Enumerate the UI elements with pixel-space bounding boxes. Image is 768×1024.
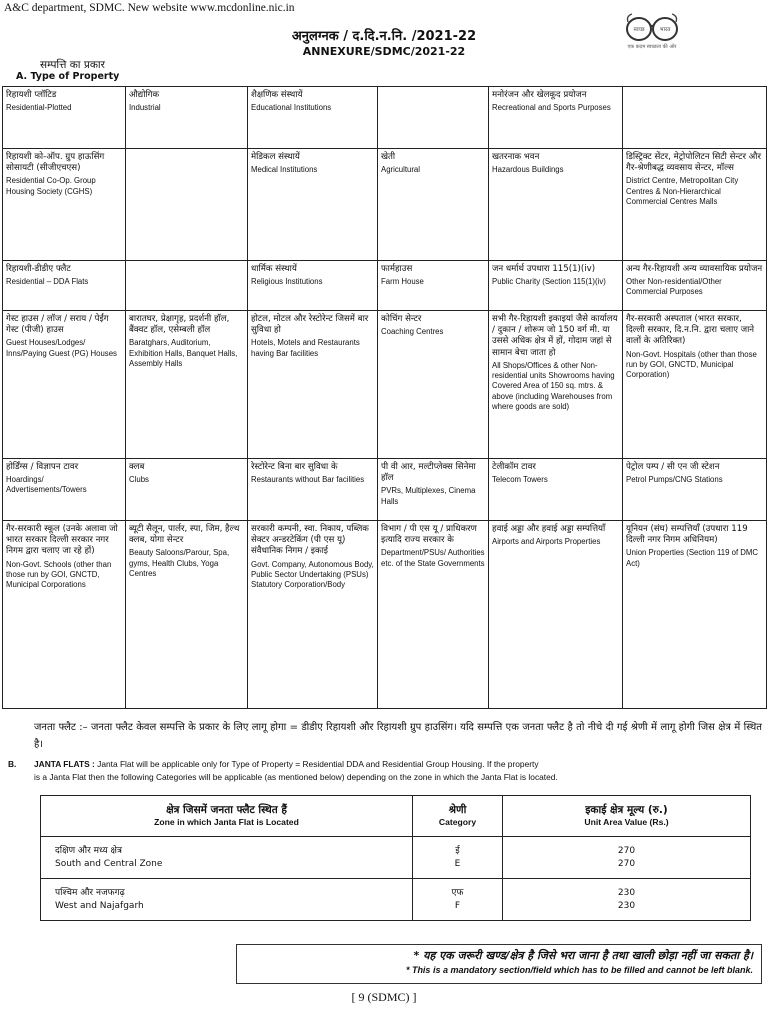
unit-value-column-header — [503, 796, 751, 837]
property-type-cell — [248, 149, 378, 261]
property-type-hindi: कोचिंग सेन्टर — [381, 314, 422, 324]
property-type-table — [2, 86, 767, 709]
zone-column-header — [41, 796, 413, 837]
property-type-english: Department/PSUs/ Authorities etc. of the State Governments — [381, 548, 485, 568]
property-type-hindi: अन्य गैर-रिहायशी अन्य व्यावसायिक प्रयोजन — [626, 264, 763, 274]
property-type-english: Farm House — [381, 277, 424, 287]
property-type-hindi: रिहायशी प्लॉटिड — [6, 90, 57, 100]
property-type-cell — [126, 261, 248, 311]
property-type-hindi: औद्योगिक — [129, 90, 160, 100]
category-english: F — [454, 900, 461, 911]
janta-flats-text-line1: Janta Flat will be applicable only for Type of Property = Residential DDA and Residential Group Housing. If the property — [97, 759, 539, 769]
property-type-english: Non-Govt. Schools (other than those run by GOI, GNCTD, Municipal Corporations — [6, 559, 112, 590]
property-type-english: Beauty Saloons/Parour, Spa, gyms, Health Clubs, Yoga Centres — [129, 548, 230, 578]
janta-flat-note-hindi: जनता फ्लैट :– जनता फ्लैट केवल सम्पत्ति के प्रकार के लिए लागू होगा = डीडीए रिहायशी और रिहायशी ग्रुप हाउसिंग। यदि सम्पत्ति एक जनता फ्लैट है तो नीचे दी गई श्रेणी में लागू होगी जिस क्षेत्र में स्थित है। — [34, 722, 762, 750]
property-type-cell — [126, 87, 248, 149]
property-type-hindi: टेलीकॉम टावर — [492, 462, 536, 472]
property-type-cell — [3, 311, 126, 459]
property-type-hindi: गैर-सरकारी अस्पताल (भारत सरकार, दिल्ली सरकार, दि.न.नि. द्वारा चलाए जाने वालों के अतिरिक्त) — [626, 314, 755, 347]
unit-value-line2: 270 — [617, 858, 636, 869]
property-type-hindi: गेस्ट हाउस / लॉज / सराय / पेईंग गेस्ट (पीजी) हाउस — [6, 314, 109, 336]
property-type-hindi: ब्यूटी सैलून, पार्लर, स्पा, जिम, हैल्थ क्लब, योगा सेन्टर — [129, 524, 240, 546]
property-type-cell — [623, 87, 767, 149]
unit-value-header-hindi: इकाई क्षेत्र मूल्य (रु.) — [585, 804, 668, 817]
property-type-english: Restaurants without Bar facilities — [251, 475, 365, 485]
category-column-header — [413, 796, 503, 837]
unit-value-header-english: Unit Area Value (Rs.) — [584, 817, 669, 828]
property-type-hindi: पेट्रोल पम्प / सी एन जी स्टेशन — [626, 462, 720, 472]
property-type-english: Hazardous Buildings — [492, 165, 564, 175]
zone-name-hindi: पश्चिम और नजफगढ़ — [55, 888, 125, 899]
zone-header-hindi: क्षेत्र जिसमें जनता फ्लैट स्थित हैं — [166, 804, 287, 817]
property-type-hindi: रिहायशी को-ऑप. ग्रुप हाऊसिंग सोसायटी (सीजीएचएस) — [6, 152, 105, 174]
property-type-cell — [623, 521, 767, 709]
zone-name-english: South and Central Zone — [55, 858, 163, 869]
annexure-title-hindi: अनुलग्नक / द.दि.न.नि. /2021-22 — [291, 29, 477, 44]
property-type-english: Religious Institutions — [251, 277, 323, 287]
property-type-hindi: शैक्षणिक संस्थायें — [251, 90, 303, 100]
property-type-cell — [378, 87, 489, 149]
property-type-hindi: फार्महाउस — [381, 264, 413, 274]
category-cell — [413, 837, 503, 879]
property-type-row — [3, 87, 767, 149]
mandatory-field-notice — [236, 944, 762, 984]
zone-row-west-najafgarh — [41, 879, 751, 921]
category-cell — [413, 879, 503, 921]
zone-name-cell — [41, 837, 413, 879]
property-type-hindi: रेस्टोरेन्ट बिना बार सुविधा के — [251, 462, 338, 472]
logo-tagline: एक कदम स्वच्छता की ओर — [627, 44, 677, 50]
property-type-cell — [623, 149, 767, 261]
property-type-hindi: डिस्ट्रिक्ट सेंटर, मेट्रोपोलिटन सिटी सेन्टर और गैर-श्रेणीबद्ध व्यवसाय सेन्टर, मॉल्स — [626, 152, 761, 174]
property-type-hindi: खेती — [381, 152, 396, 162]
property-type-hindi: रिहायशी-डीडीए फ्लैट — [6, 264, 71, 274]
property-type-english: Other Non-residential/Other Commercial Purposes — [626, 277, 722, 297]
janta-flats-text-line2: is a Janta Flat then the following Categories will be applicable (as mentioned below) depending on the zone in which the Janta Flat is located. — [34, 772, 558, 783]
property-type-hindi: जन धर्मार्थ उपधारा 115(1)(iv) — [492, 264, 596, 274]
zone-name-english: West and Najafgarh — [55, 900, 144, 911]
category-header-english: Category — [438, 817, 477, 828]
property-type-english: Hotels, Motels and Restaurants having Bar facilities — [251, 338, 360, 358]
property-type-english: Public Charity (Section 115(1)(iv) — [492, 277, 606, 287]
annexure-title-english: ANNEXURE/SDMC/2021-22 — [302, 45, 466, 58]
property-type-cell — [248, 521, 378, 709]
property-type-cell — [3, 261, 126, 311]
property-type-cell — [378, 311, 489, 459]
property-type-english: Telecom Towers — [492, 475, 548, 485]
property-type-cell — [248, 311, 378, 459]
property-type-row — [3, 149, 767, 261]
section-a-title: A. Type of Property — [16, 71, 120, 82]
zone-table-header — [41, 796, 751, 837]
property-type-hindi: होर्डिंग्स / विज्ञापन टावर — [6, 462, 79, 472]
property-type-cell — [489, 149, 623, 261]
property-type-hindi: विभाग / पी एस यू / प्राधिकरण इत्यादि राज्य सरकार के — [381, 524, 477, 546]
unit-value-line2: 230 — [617, 900, 636, 911]
property-type-cell — [378, 521, 489, 709]
property-type-hindi: खतरनाक भवन — [492, 152, 540, 162]
property-type-english: Hoardings/ Advertisements/Towers — [6, 475, 87, 495]
property-type-hindi: बारातघर, प्रेक्षागृह, प्रदर्शनी हॉल, बैंक्वट हॉल, एसेम्बली हॉल — [129, 314, 230, 336]
category-header-hindi: श्रेणी — [448, 804, 467, 817]
property-type-hindi: होटल, मोटल और रेस्टोरेन्ट जिसमें बार सुविधा हो — [251, 314, 369, 336]
property-type-cell — [489, 311, 623, 459]
property-type-hindi: गैर-सरकारी स्कूल (उनके अलावा जो भारत सरकार दिल्ली सरकार नगर निगम द्वारा चलाए जा रहे हों) — [6, 524, 118, 557]
property-type-hindi: सभी गैर-रिहायशी इकाइयां जैसे कार्यालय / दुकान / शोरूम जो 150 वर्ग मी. या उससे अधिक क्षेत्र में हों, गोदाम जहां से सामान बेचा जाता हो — [492, 314, 618, 358]
janta-zone-table — [40, 795, 751, 921]
property-type-hindi: धार्मिक संस्थायें — [251, 264, 297, 274]
zone-header-english: Zone in which Janta Flat is Located — [154, 817, 299, 828]
zone-row-south-central — [41, 837, 751, 879]
property-type-english: Educational Institutions — [251, 103, 332, 113]
property-type-cell — [3, 87, 126, 149]
property-type-english: Recreational and Sports Purposes — [492, 103, 611, 113]
property-type-cell — [126, 149, 248, 261]
website-header-line: A&C department, SDMC. New website www.mcdonline.nic.in — [4, 2, 295, 14]
property-type-english: Industrial — [129, 103, 161, 113]
category-english: E — [454, 858, 461, 869]
logo-word-left: स्वच्छ — [633, 27, 645, 33]
property-type-english: Agricultural — [381, 165, 420, 175]
property-type-cell — [623, 459, 767, 521]
property-type-hindi: मेडिकल संस्थायें — [251, 152, 300, 162]
property-type-cell — [623, 261, 767, 311]
glasses-icon — [624, 10, 680, 44]
property-type-cell — [489, 87, 623, 149]
property-type-hindi: पी वी आर, मल्टीप्लेक्स सिनेमा हॉल — [381, 462, 476, 484]
property-type-cell — [378, 261, 489, 311]
unit-value-cell — [503, 879, 751, 921]
property-type-hindi: क्लब — [129, 462, 145, 472]
property-type-english: Airports and Airports Properties — [492, 537, 601, 547]
property-type-cell — [248, 87, 378, 149]
unit-value-line1: 230 — [617, 888, 636, 899]
property-type-hindi: मनोरंजन और खेलकूद प्रयोजन — [492, 90, 587, 100]
property-type-english: Residential-Plotted — [6, 103, 72, 113]
swachh-bharat-logo — [614, 10, 690, 58]
property-type-english: Medical Institutions — [251, 165, 318, 175]
property-type-english: Coaching Centres — [381, 327, 444, 337]
property-type-cell — [3, 521, 126, 709]
zone-name-cell — [41, 879, 413, 921]
property-type-row — [3, 311, 767, 459]
property-type-cell — [489, 459, 623, 521]
property-type-cell — [126, 459, 248, 521]
property-type-cell — [3, 459, 126, 521]
property-type-hindi: हवाई अड्डा और हवाई अड्डा सम्पत्तियाँ — [492, 524, 606, 534]
category-hindi: एफ — [451, 888, 464, 899]
property-type-english: Union Properties (Section 119 of DMC Act) — [626, 548, 759, 568]
section-a-title-hindi: सम्पत्ति का प्रकार — [40, 59, 105, 71]
property-type-cell — [489, 521, 623, 709]
property-type-english: Residential – DDA Flats — [6, 277, 89, 287]
property-type-row — [3, 261, 767, 311]
logo-word-right: भारत — [659, 27, 671, 33]
property-type-english: Non-Govt. Hospitals (other than those run by GOI, GNCTD, Municipal Corporation) — [626, 349, 757, 380]
property-type-cell — [3, 149, 126, 261]
property-type-english: Petrol Pumps/CNG Stations — [626, 475, 723, 485]
janta-flats-heading: JANTA FLATS : — [34, 759, 95, 769]
property-type-cell — [126, 521, 248, 709]
property-type-english: All Shops/Offices & other Non-residential units Showrooms having Covered Area of 150 sq. mtrs. & above (including Warehouses from where goods are sold) — [492, 360, 615, 411]
property-type-hindi: यूनियन (संघ) सम्पत्तियाँ (उपधारा 119 दिल्ली नगर निगम अधिनियम) — [626, 524, 748, 546]
janta-flats-section — [8, 758, 762, 784]
zone-name-hindi: दक्षिण और मध्य क्षेत्र — [55, 846, 122, 857]
property-type-cell — [248, 261, 378, 311]
property-type-row — [3, 459, 767, 521]
property-type-english: PVRs, Multiplexes, Cinema Halls — [381, 486, 476, 506]
property-type-cell — [489, 261, 623, 311]
property-type-hindi: सरकारी कम्पनी, स्वा. निकाय, पब्लिक सेक्टर अन्डरटेकिंग (पी एस यू) संवैधानिक निगम / इकाई — [251, 524, 369, 557]
property-type-english: Guest Houses/Lodges/ Inns/Paying Guest (PG) Houses — [6, 338, 117, 358]
mandatory-notice-hindi: * यह एक जरूरी खण्ड/क्षेत्र है जिसे भरा जाना है तथा खाली छोड़ा नहीं जा सकता है। — [413, 949, 753, 962]
mandatory-notice-english: * This is a mandatory section/field which has to be filled and cannot be left blank. — [405, 965, 753, 975]
section-b-label: B. — [8, 759, 17, 769]
unit-value-cell — [503, 837, 751, 879]
page-number: [ 9 (SDMC) ] — [351, 990, 417, 1004]
property-type-cell — [378, 459, 489, 521]
property-type-cell — [378, 149, 489, 261]
property-type-english: Residential Co-Op. Group Housing Society (CGHS) — [6, 176, 96, 196]
category-hindi: ई — [455, 846, 460, 857]
property-type-cell — [126, 311, 248, 459]
property-type-english: Govt. Company, Autonomous Body, Public Sector Undertaking (PSUs) Statutory Corporation/Body — [251, 559, 374, 590]
property-type-row — [3, 521, 767, 709]
property-type-cell — [623, 311, 767, 459]
property-type-english: Clubs — [129, 475, 149, 485]
unit-value-line1: 270 — [617, 846, 636, 857]
property-type-english: District Centre, Metropolitan City Centres & Non-Hierarchical Commercial Centres Malls — [626, 176, 739, 206]
property-type-cell — [248, 459, 378, 521]
property-type-english: Baratghars, Auditorium, Exhibition Halls, Banquet Halls, Assembly Halls — [129, 338, 238, 368]
